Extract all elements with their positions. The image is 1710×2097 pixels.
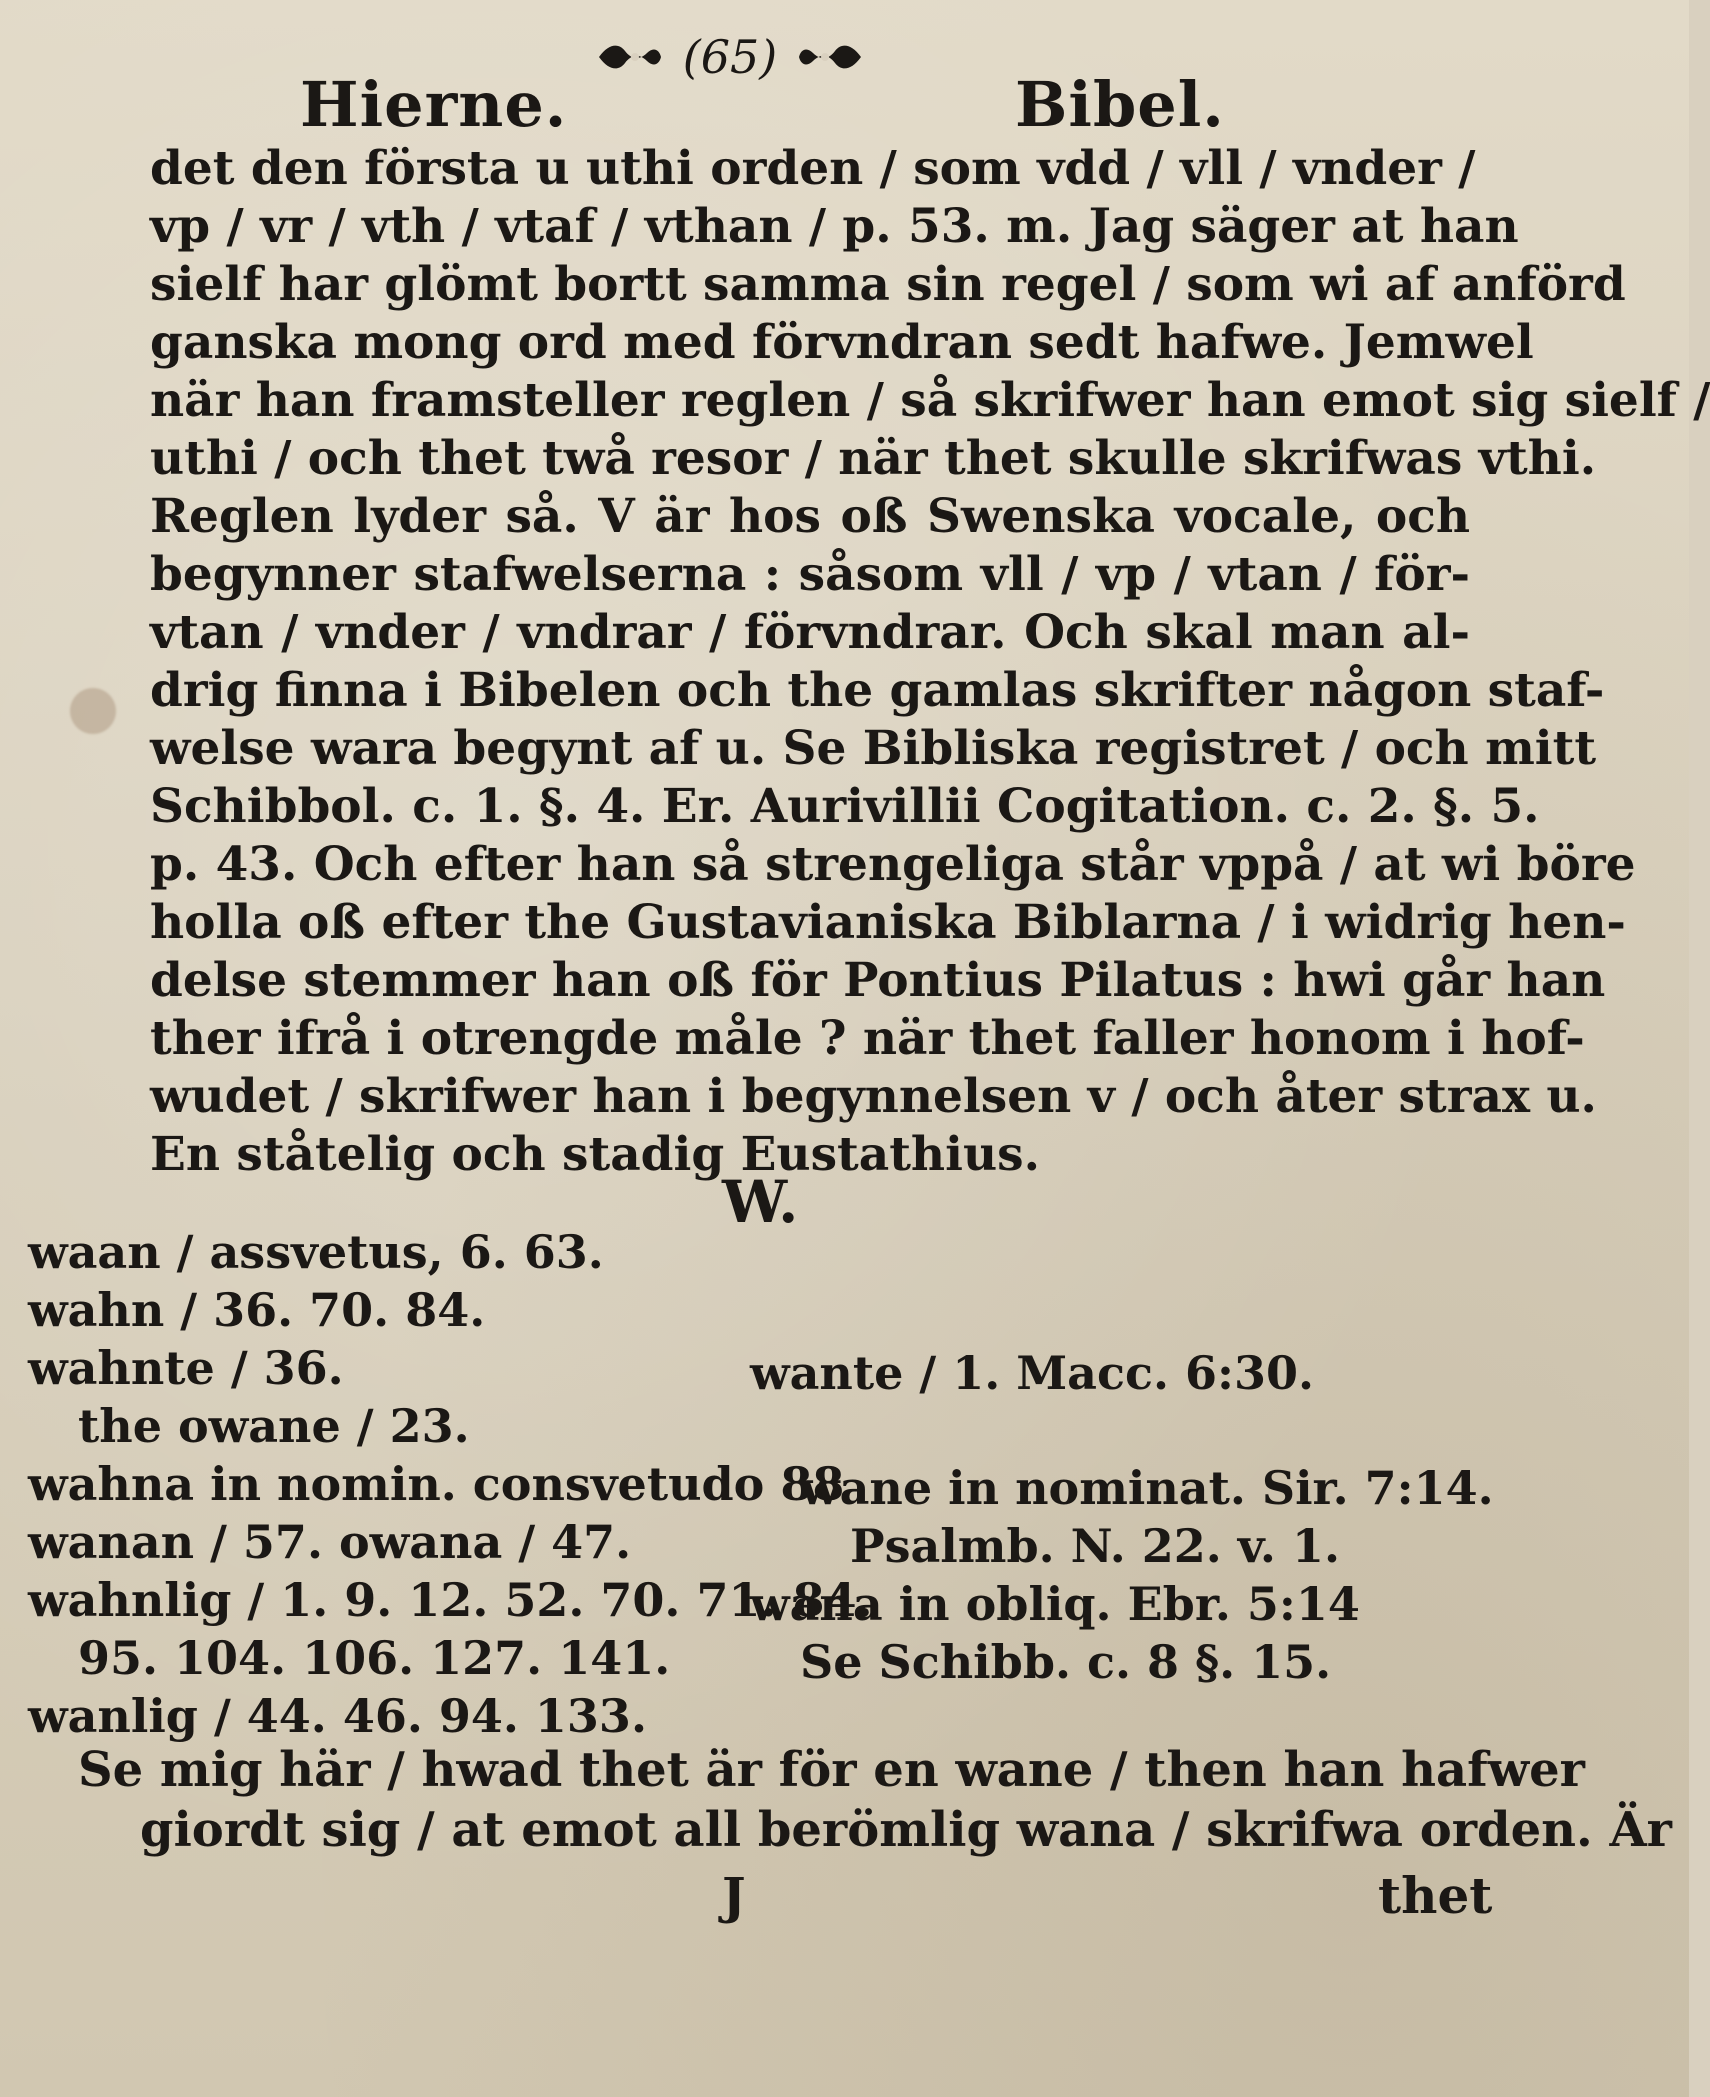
body-line: vtan / vnder / vndrar / förvndrar. Och skal man al- xyxy=(150,605,1470,660)
index-entry: wahnte / 36. xyxy=(28,1341,344,1395)
body-line: det den första u uthi orden / som vdd / vll / vnder / xyxy=(150,141,1476,196)
body-line: ther ifrå i otrengde måle ? när thet faller honom i hof- xyxy=(150,1011,1585,1066)
index-entry: the owane / 23. xyxy=(78,1399,470,1453)
running-head-left: Hierne. xyxy=(300,68,568,141)
body-line: welse wara begynt af u. Se Bibliska registret / och mitt xyxy=(150,721,1597,776)
section-heading: W. xyxy=(722,1168,799,1236)
body-line: begynner stafwelserna : såsom vll / vp / vtan / för- xyxy=(150,547,1470,602)
page-number-header xyxy=(565,22,895,92)
index-entry: wana in obliq. Ebr. 5:14 xyxy=(750,1577,1360,1631)
body-line: giordt sig / at emot all berömlig wana / skrifwa orden. Är xyxy=(140,1802,1672,1858)
main-paragraph xyxy=(150,140,1710,1184)
index-entry: wahn / 36. 70. 84. xyxy=(28,1283,486,1337)
body-line: holla oß efter the Gustavianiska Biblarna / i widrig hen- xyxy=(150,895,1626,950)
left-ornament-icon xyxy=(595,37,665,77)
index-entry: wahnlig / 1. 9. 12. 52. 70. 71. 84. xyxy=(28,1573,873,1627)
body-line: wudet / skrifwer han i begynnelsen v / och åter strax u. xyxy=(150,1069,1597,1124)
index-entry: wante / 1. Macc. 6:30. xyxy=(750,1346,1315,1400)
signature-mark: J xyxy=(722,1866,746,1925)
index-entry: wanan / 57. owana / 47. xyxy=(28,1515,632,1569)
body-line: drig finna i Bibelen och the gamlas skrifter någon staf- xyxy=(150,663,1605,718)
page-number: (65) xyxy=(682,30,778,84)
body-line: uthi / och thet twå resor / när thet skulle skrifwas vthi. xyxy=(150,431,1597,486)
body-line: Schibbol. c. 1. §. 4. Er. Aurivillii Cogitation. c. 2. §. 5. xyxy=(150,779,1540,834)
index-entry: Psalmb. N. 22. v. 1. xyxy=(850,1519,1340,1573)
body-line: Se mig här / hwad thet är för en wane / then han hafwer xyxy=(78,1742,1585,1798)
index-entry: Se Schibb. c. 8 §. 15. xyxy=(800,1635,1332,1689)
catchword: thet xyxy=(1378,1866,1493,1925)
index-entry: wahna in nomin. consvetudo 88 xyxy=(28,1457,845,1511)
body-line: p. 43. Och efter han så strengeliga står vppå / at wi böre xyxy=(150,837,1636,892)
running-head-right: Bibel. xyxy=(1015,68,1225,141)
closing-paragraph xyxy=(78,1740,1672,1860)
body-line: Reglen lyder så. V är hos oß Swenska vocale, och xyxy=(150,489,1470,544)
index-entry: waan / assvetus, 6. 63. xyxy=(28,1225,604,1279)
body-line: delse stemmer han oß för Pontius Pilatus : hwi går han xyxy=(150,953,1606,1008)
body-line: ganska mong ord med förvndran sedt hafwe. Jemwel xyxy=(150,315,1534,370)
right-ornament-icon xyxy=(795,37,865,77)
paper-stain xyxy=(70,688,116,734)
body-line: när han framsteller reglen / så skrifwer han emot sig sielf / xyxy=(150,373,1710,428)
body-line: vp / vr / vth / vtaf / vthan / p. 53. m. Jag säger at han xyxy=(150,199,1519,254)
index-entry: 95. 104. 106. 127. 141. xyxy=(78,1631,671,1685)
body-line: En ståtelig och stadig Eustathius. xyxy=(150,1127,1040,1182)
index-entry: wanlig / 44. 46. 94. 133. xyxy=(28,1689,647,1743)
index-entry: wane in nominat. Sir. 7:14. xyxy=(800,1461,1494,1515)
body-line: sielf har glömt bortt samma sin regel / som wi af anförd xyxy=(150,257,1626,312)
